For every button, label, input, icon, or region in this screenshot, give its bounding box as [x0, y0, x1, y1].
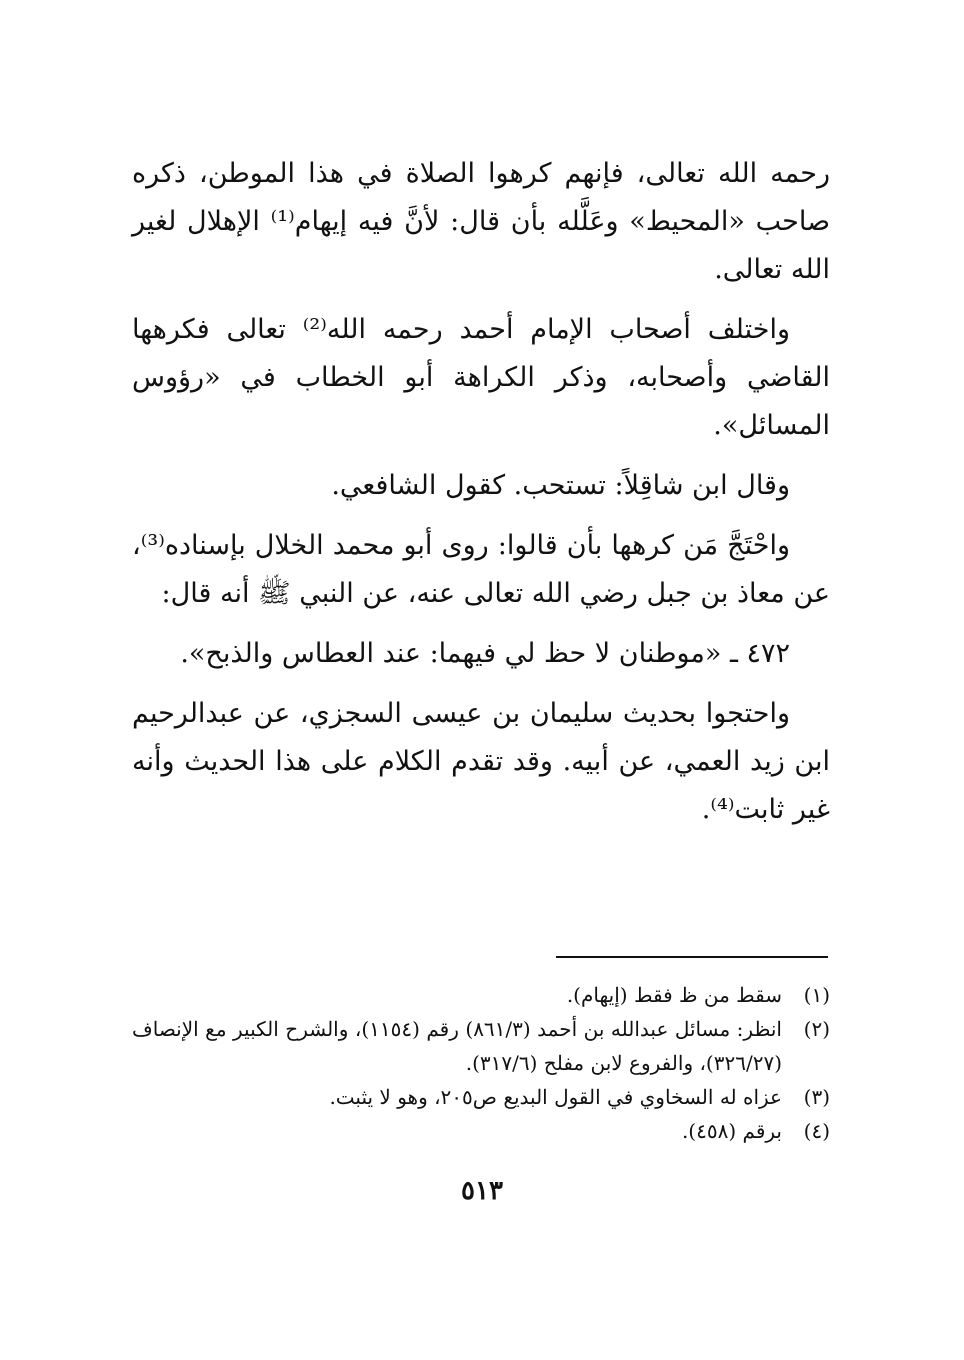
main-text: [132, 150, 830, 846]
footnote-text: برقم (٤٥٨).: [681, 1119, 782, 1143]
footnote-2: [132, 1012, 830, 1080]
footnote-text: سقط من ظ فقط (إيهام).: [566, 983, 782, 1007]
hadith-472: ٤٧٢ ـ «موطنان لا حظ لي فيهما: عند العطاس والذبح».: [180, 638, 790, 669]
footnote-1: [132, 978, 830, 1012]
footnote-3: [132, 1080, 830, 1114]
paragraph-ibn-shaqila: وقال ابن شاقِلاً: تستحب. كقول الشافعي.: [331, 470, 790, 501]
footnotes: [132, 978, 830, 1148]
footnote-separator: [556, 956, 828, 958]
footnote-number: (٣): [803, 1085, 830, 1109]
footnote-number: (٤): [803, 1119, 830, 1143]
footnote-number: (١): [803, 983, 830, 1007]
page-number: ٥١٣: [461, 1176, 503, 1206]
footnote-text: انظر: مسائل عبدالله بن أحمد (٨٦١/٣) رقم (١١٥٤)، والشرح الكبير مع الإنصاف (٣٢٦/٢٧)، والفروع لابن مفلح (٣١٧/٦).: [132, 1017, 782, 1075]
footnote-4: [132, 1114, 830, 1148]
paragraph-sulayman-hadith: واحتجوا بحديث سليمان بن عيسى السجزي، عن عبدالرحيم ابن زيد العمي، عن أبيه. وقد تقدم الكلام على هذا الحديث وأنه غير ثابت⁽⁴⁾.: [132, 698, 830, 825]
paragraph-argument: واحْتَجَّ مَن كرهها بأن قالوا: روى أبو محمد الخلال بإسناده⁽³⁾، عن معاذ بن جبل رضي الله تعالى عنه، عن النبي ﷺ أنه قال:: [132, 530, 830, 609]
paragraph-continuation: رحمه الله تعالى، فإنهم كرهوا الصلاة في هذا الموطن، ذكره صاحب «المحيط» وعَلَّله بأن قال: لأنَّ فيه إيهام⁽¹⁾ الإهلال لغير الله تعالى.: [132, 158, 830, 285]
footnote-text: عزاه له السخاوي في القول البديع ص٢٠٥، وهو لا يثبت.: [329, 1085, 782, 1109]
footnote-number: (٢): [803, 1017, 830, 1041]
paragraph-ahmad-companions: واختلف أصحاب الإمام أحمد رحمه الله⁽²⁾ تعالى فكرهها القاضي وأصحابه، وذكر الكراهة أبو الخطاب في «رؤوس المسائل».: [132, 314, 830, 441]
